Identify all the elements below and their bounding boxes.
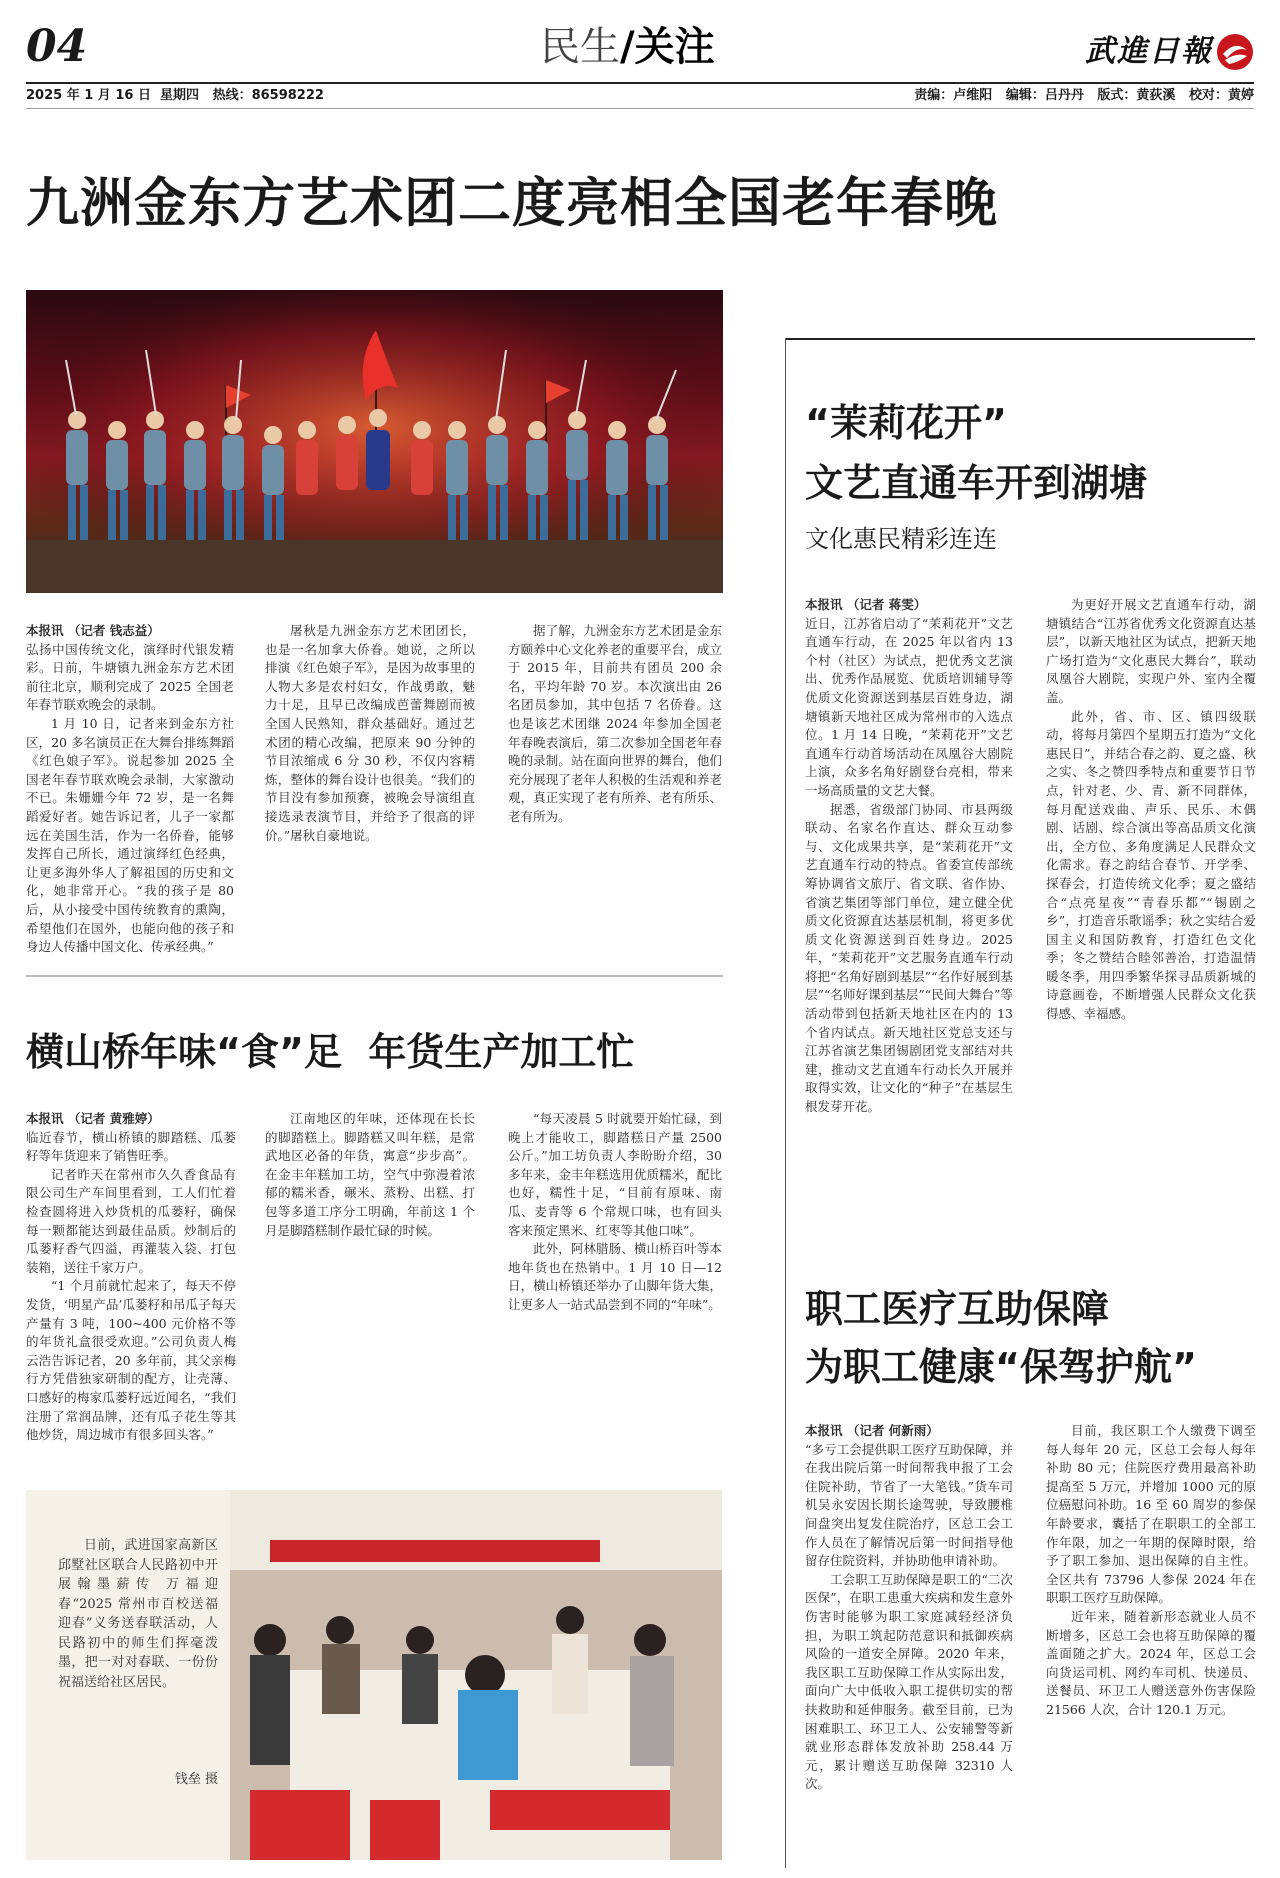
right-box-left-rule (785, 338, 786, 1868)
article1-paragraph-4: 据了解，九洲金东方艺术团是金东方颐养中心文化养老的重要平台，成立于 2015 年，目前共有团员 200 余名，平均年龄 70 岁。本次演出由 26 名团员参加，其中包括 7 名侨眷。这也是该艺术团继 2024 年参加全国老年春晚表演后，第二次参加全国老年春晚的录制。站在面向世界的舞台，他们充分展现了老年人积极的生活观和养老观，真正实现了老有所养、老有所乐、老有所为。 (508, 623, 722, 824)
article3-paragraph-4: 此外，省、市、区、镇四级联动，将每月第四个星期五打造为“文化惠民日”，并结合春之韵、夏之盛、秋之实、冬之赞四季特点和重要节日节点，针对老、少、青、新不同群体，每月配送戏曲、声乐、民乐、木偶剧、话剧、综合演出等高品质文化演出，全方位、多角度满足人民群众文化需求。春之韵结合春节、开学季、探春会，打造传统文化季；夏之盛结合“点亮星夜”“青春乐都”“锡剧之乡”，打造音乐歌谣季；秋之实结合爱国主义和国防教育，打造红色文化季；冬之赞结合睦邻善治，打造温情暖冬季，用四季繁华探寻品质新城的诗意画卷，不断增强人民群众文化获得感、幸福感。 (1046, 708, 1256, 1022)
article3-column-2 (1046, 596, 1256, 1226)
masthead-rule-bottom (26, 108, 1254, 109)
article2-column-3 (508, 1110, 722, 1440)
staff-line: 责编：卢维阳 编辑：吕丹丹 版式：黄荻溪 校对：黄婷 (914, 88, 1254, 103)
photo-caption-box (26, 1490, 230, 1860)
article4-byline: 本报讯 （记者 何新雨） (805, 1423, 939, 1438)
article2-paragraph-4: 江南地区的年味，还体现在长长的脚踏糕上。脚踏糕又叫年糕，是常武地区必备的年货，寓意“步步高”。在金丰年糕加工坊，空气中弥漫着浓郁的糯米香，碾米、蒸粉、出糕、打包等多道工序分工明确，年前这 1 个月是脚踏糕制作最忙碌的时候。 (265, 1111, 475, 1238)
article1-column-2 (265, 622, 475, 922)
stage-performance-photo (26, 290, 723, 593)
article4-column-1 (805, 1422, 1013, 1868)
article2-column-2 (265, 1110, 475, 1440)
masthead-rule-top (26, 82, 1254, 84)
article4-column-2 (1046, 1422, 1256, 1868)
article1-byline: 本报讯 （记者 钱志益） (26, 623, 160, 638)
photo-caption-credit: 钱垒 摄 (174, 1772, 218, 1787)
right-box-top-rule (785, 338, 1255, 340)
article4-paragraph-4: 近年来，随着新形态就业人员不断增多，区总工会也将互助保障的覆盖面随之扩大。2024 年，区总工会向货运司机、网约车司机、快递员、送餐员、环卫工人赠送意外伤害保险 21566 人次，合计 120.1 万元。 (1046, 1608, 1256, 1717)
article2-column-1 (26, 1110, 236, 1443)
article3-byline: 本报讯 （记者 蒋雯） (805, 597, 927, 612)
page-number: 04 (26, 21, 88, 72)
article3-column-1 (805, 596, 1013, 1226)
article1-paragraph-3: 屠秋是九洲金东方艺术团团长，也是一名加拿大侨眷。她说，之所以排演《红色娘子军》，是因为故事里的人物大多是农村妇女，作战勇敢，魅力十足，且早已改编成芭蕾舞剧而被全国人民熟知，群众基础好。通过艺术团的精心改编，把原来 90 分钟的节目浓缩成 6 分 30 秒，不仅内容精炼，整体的舞台设计也很美。“我们的节目没有参加预赛，被晚会导演组直接选录表演节目，并给予了很高的评价。”屠秋自豪地说。 (265, 623, 475, 843)
article3-title-line1: “茉莉花开” (805, 401, 1007, 445)
main-headline: 九洲金东方艺术团二度亮相全国老年春晚 (26, 173, 998, 234)
article3-paragraph-3: 为更好开展文艺直通车行动，湖塘镇结合“江苏省优秀文化资源直达基层”，以新天地社区为试点，把新天地广场打造为“文化惠民大舞台”，联动凤凰谷大剧院，实现户外、室内全覆盖。 (1046, 597, 1256, 705)
article1-paragraph-2: 1 月 10 日，记者来到金东方社区，20 多名演员正在大舞台排练舞蹈《红色娘子军》。说起参加 2025 全国老年春节联欢晚会录制，大家激动不已。朱姗姗今年 72 岁，是一名舞蹈爱好者。她告诉记者，儿子一家都远在美国生活，作为一名侨眷，能够发挥自己所长，通过演绎红色经典，让更多海外华人了解祖国的历史和文化，她非常开心。“我的孩子是 80 后，从小接受中国传统教育的熏陶，希望他们在国外，也能向他的孩子和身边人传播中国文化、传承经典。” (26, 715, 234, 955)
article2-paragraph-3: “1 个月前就忙起来了，每天不停发货，‘明星产品’瓜蒌籽和吊瓜子每天产量有 3 吨，100~400 元价格不等的年货礼盒很受欢迎。”公司负责人梅云浩告诉记者，20 多年前，其父亲梅行方凭借独家研制的配方，让壳薄、口感好的梅家瓜蒌籽远近闻名，“我们注册了常润品牌，还有瓜子花生等其他炒货，周边城市有很多回头客。” (26, 1278, 236, 1443)
article2-paragraph-6: 此外，阿林腊肠、横山桥百叶等本地年货也在热销中。1 月 10 日—12 日，横山桥镇还举办了山脚年货大集，让更多人一站式品尝到不同的“年味”。 (508, 1241, 722, 1312)
article2-paragraph-1: 临近春节，横山桥镇的脚踏糕、瓜蒌籽等年货迎来了销售旺季。 (26, 1129, 236, 1164)
brand-logo-icon (1215, 32, 1255, 72)
article3-paragraph-2: 据悉，省级部门协同、市县两级联动、名家名作直达、群众互动参与、文化成果共享，是“茉莉花开”文艺直通车行动的特点。省委宣传部统筹协调省文旅厅、省文联、省作协、省演艺集团等部门单位，建立健全优质文化资源直达基层机制，将更多优质文化资源送到百姓身边。2025 年，“茉莉花开”文艺服务直通车行动将把“名角好剧到基层”“名作好展到基层”“名师好课到基层”“民间大舞台”等活动带到包括新天地社区在内的 13 个省内试点。新天地社区党总支还与江苏省演艺集团锡剧团党支部结对共建，推动文艺直通车行动长久开展并取得实效，让文化的“种子”在基层生根发芽开花。 (805, 801, 1013, 1115)
article1-paragraph-1: 弘扬中国传统文化，演绎时代银发精彩。日前，牛塘镇九洲金东方艺术团前往北京，顺利完成了 2025 全国老年春节联欢晚会的录制。 (26, 641, 234, 713)
article2-paragraph-5: “每天凌晨 5 时就要开始忙碌，到晚上才能收工，脚踏糕日产量 2500 公斤。”加工坊负责人李盼盼介绍，30 多年来，金丰年糕选用优质糯米，配比也好，糯性十足，“目前有原味、南瓜、麦青等 6 个常规口味，也有回头客来预定黑米、红枣等其他口味”。 (508, 1111, 722, 1238)
brand-name: 武進日報 (1085, 34, 1213, 69)
article3-paragraph-1: 近日，江苏省启动了“茉莉花开”文艺直通车行动，在 2025 年以省内 13 个村（社区）为试点，把优秀文艺演出、优秀作品展览、优质培训辅导等优质文化资源送到基层百姓身边，湖塘镇新天地社区成为常州市的入选点位。1 月 14 日晚，“茉莉花开”文艺直通车行动首场活动在凤凰谷大剧院上演，众多名角好剧登台亮相，带来一场高质量的文艺大餐。 (805, 615, 1013, 798)
calligraphy-event-photo (230, 1490, 722, 1860)
article1-column-3 (508, 622, 722, 922)
article1-column-1 (26, 622, 234, 955)
section-title (540, 22, 715, 72)
article4-paragraph-3: 目前，我区职工个人缴费下调至每人每年 20 元，区总工会每人每年补助 80 元；住院医疗费用最高补助提高至 5 万元，并增加 1000 元的原位癌慰问补助。16 至 60 周岁的参保年龄要求，囊括了在职职工的全部工作年限，加之一年期的保障时限，给予了职工参加、退出保障的自主性。全区共有 73796 人参保 2024 年在职职工医疗互助保障。 (1046, 1423, 1256, 1606)
article2-paragraph-2: 记者昨天在常州市久久香食品有限公司生产车间里看到，工人们忙着检查圆将进入炒货机的瓜蒌籽，确保每一颗都能达到最佳品质。炒制后的瓜蒌籽香气四溢，再灌装入袋、打包装箱，送往千家万户。 (26, 1166, 236, 1275)
section-title-sep: / (620, 24, 635, 70)
article3-subtitle: 文化惠民精彩连连 (805, 525, 997, 553)
article4-title-line1: 职工医疗互助保障 (805, 1287, 1110, 1331)
article4-paragraph-2: 工会职工互助保障是职工的“二次医保”，在职工患重大疾病和发生意外伤害时能够为职工家庭减轻经济负担，为职工筑起防范意识和抵御疾病风险的一道安全屏障。2020 年来，我区职工互助保障工作从实际出发，面向广大中低收入职工提供切实的帮扶救助和延伸服务。截至目前，已为困难职工、环卫工人、公安辅警等新就业形态群体发放补助 258.44 万元，累计赠送互助保障 32310 人次。 (805, 1571, 1013, 1792)
article3-title-line2: 文艺直通车开到湖塘 (805, 461, 1148, 505)
date-line: 2025 年 1 月 16 日 星期四 热线：86598222 (26, 88, 324, 103)
photo-caption-text: 日前，武进国家高新区邱墅社区联合人民路初中开展翰墨薪传 万福迎春“2025 常州市百校送福迎春”义务送春联活动，人民路初中的师生们挥毫泼墨，把一对对春联、一份份祝福送给社区居民。 (58, 1538, 218, 1690)
article2-byline: 本报讯 （记者 黄雅婷） (26, 1111, 160, 1126)
section-title-b: 关注 (634, 24, 715, 70)
section-title-a: 民生 (540, 24, 620, 70)
article1-divider (26, 975, 723, 977)
article2-title: 横山桥年味“食”足 年货生产加工忙 (26, 1030, 635, 1074)
article4-title-line2: 为职工健康“保驾护航” (805, 1345, 1197, 1389)
article4-paragraph-1: “多亏工会提供职工医疗互助保障，并在我出院后第一时间帮我申报了工会住院补助，节省了一大笔钱。”货车司机吴永安因长期长途驾驶，导致腰椎间盘突出复发住院治疗，区总工会工作人员在了解情况后第一时间指导他留存住院资料，并协助他申请补助。 (805, 1441, 1013, 1569)
